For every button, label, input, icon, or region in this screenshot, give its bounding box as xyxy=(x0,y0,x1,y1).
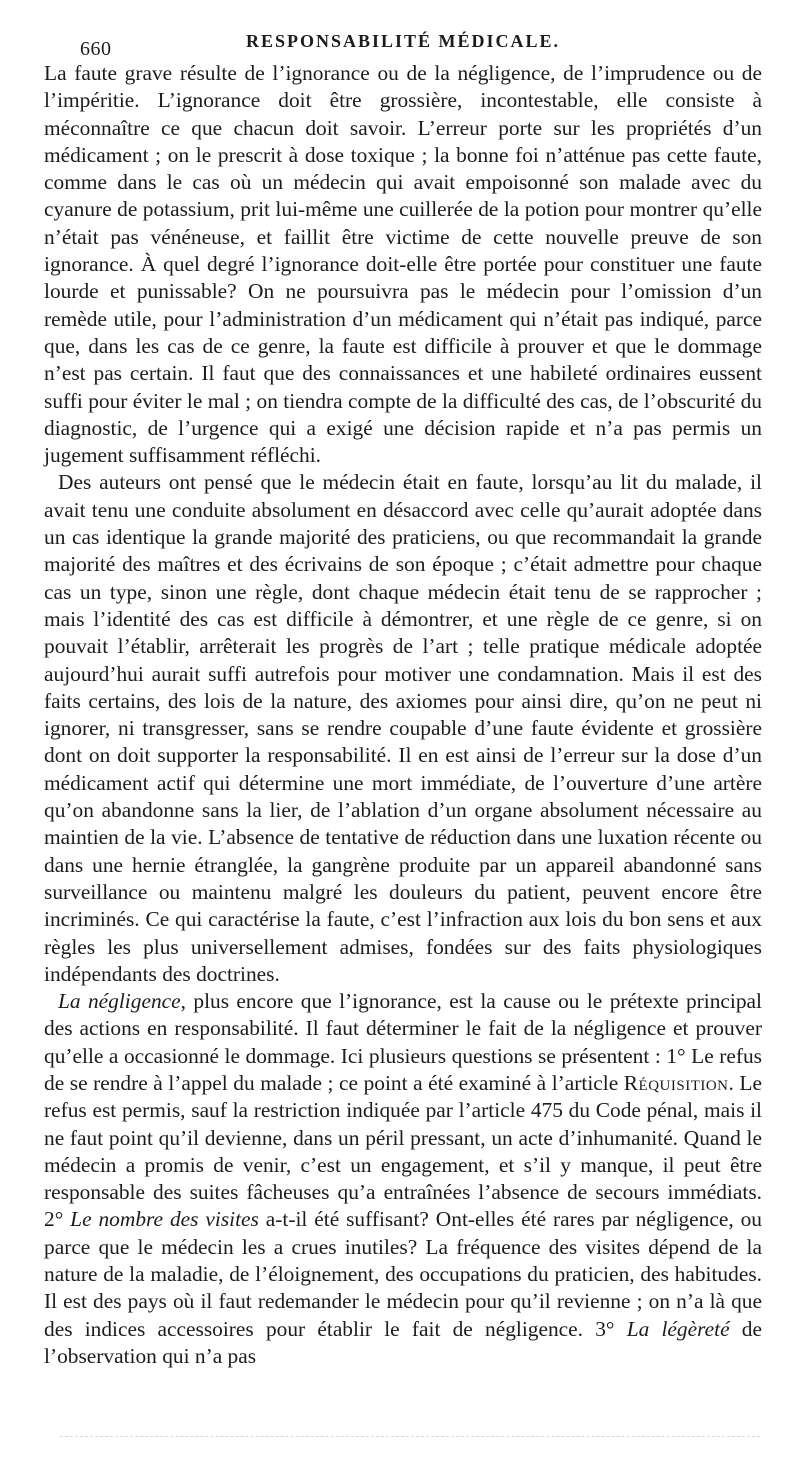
cross-reference: Réquisition xyxy=(623,1070,729,1095)
emphasis-visits: Le nombre des visites xyxy=(70,1207,259,1232)
paragraph-text: . Le refus est permis, sauf la restriction indiquée par l’article 475 du Code pénal, mais il ne faut point qu’il devienne, dans un péril pressant, un acte d’inhumanité. Quand le médecin a promis de venir, c’est un engagement, et s’il y manque, il peut être responsable des suites fâcheuses qu’a entraînées l’absence de secours immédiats. 2° xyxy=(44,1070,762,1232)
bottom-scan-noise xyxy=(60,1436,760,1437)
paragraph-lead-in: La négligence xyxy=(58,989,181,1014)
paragraph-text: de l’observation qui n’a pas xyxy=(44,1316,762,1368)
body-text xyxy=(44,60,762,1370)
paragraph-text: , plus encore que l’ignorance, est la cause ou le prétexte principal des actions en responsabilité. Il faut déterminer le fait de la négligence et prouver qu’elle a occasionné le dommage. Ici plusieurs questions se présentent : 1° Le refus de se rendre à l’appel du malade ; ce point a été examiné à l’article xyxy=(44,989,762,1095)
paragraph-authors: Des auteurs ont pensé que le médecin était en faute, lorsqu’au lit du malade, il avait tenu une conduite absolument en désaccord avec celle qu’aurait adoptée dans un cas identique la grande majorité des praticiens, ou que recommandait la grande majorité des maîtres et des écrivains de son époque ; c’était admettre pour chaque cas un type, sinon une règle, dont chaque médecin était tenu de se rapprocher ; mais l’identité des cas est difficile à démontrer, et une règle de ce genre, si on pouvait l’établir, arrêterait les progrès de l’art ; telle pratique médicale adoptée aujourd’hui aurait suffi autrefois pour motiver une condamnation. Mais il est des faits certains, des lois de la nature, des axiomes pour ainsi dire, qu’on ne peut ni ignorer, ni transgresser, sans se rendre coupable d’une faute évidente et grossière dont on doit supporter la responsabilité. Il en est ainsi de l’erreur sur la dose d’un médicament actif qui détermine une mort immédiate, de l’ouverture d’une artère qu’on abandonne sans la lier, de l’ablation d’un organe absolument nécessaire au maintien de la vie. L’absence de tentative de réduction dans une luxation récente ou dans une hernie étranglée, la gangrène produite par un appareil abandonné sans surveillance ou maintenu malgré les douleurs du patient, peuvent encore être incriminés. Ce qui caractérise la faute, c’est l’infraction aux lois du bon sens et aux règles les plus universellement admises, fondées sur des faits physiologiques indépendants des doctrines. xyxy=(44,470,762,986)
emphasis-legerete: La légèreté xyxy=(626,1316,730,1341)
paragraph-ignorance: La faute grave résulte de l’ignorance ou de la négligence, de l’imprudence ou de l’impéritie. L’ignorance doit être grossière, incontestable, elle consiste à méconnaître ce que chacun doit savoir. L’erreur porte sur les propriétés d’un médicament ; on le prescrit à dose toxique ; la bonne foi n’atténue pas cette faute, comme dans le cas où un médecin qui avait empoisonné son malade avec du cyanure de potassium, prit lui-même une cuillerée de la potion pour montrer qu’elle n’était pas vénéneuse, et faillit être victime de cette nouvelle preuve de son ignorance. À quel degré l’ignorance doit-elle être portée pour constituer une faute lourde et punissable? On ne poursuivra pas le médecin pour l’omission d’un remède utile, pour l’administration d’un médicament qui n’était pas indiqué, parce que, dans les cas de ce genre, la faute est difficile à prouver et que le dommage n’est pas certain. Il faut que des connaissances et une habileté ordinaires eussent suffi pour éviter le mal ; on tiendra compte de la difficulté des cas, de l’obscurité du diagnostic, de l’urgence qui a exigé une décision rapide et n’a pas permis un jugement suffisamment réfléchi. xyxy=(44,61,762,468)
page-header xyxy=(44,0,762,60)
running-title: RESPONSABILITÉ MÉDICALE. xyxy=(245,31,561,51)
paragraph-text: a-t-il été suffisant? Ont-elles été rares par négligence, ou parce que le médecin les a crues inutiles? La fréquence des visites dépend de la nature de la maladie, de l’éloignement, des occupations du praticien, des habitudes. Il est des pays où il faut redemander le médecin pour qu’il revienne ; on n’a là que des indices accessoires pour établir le fait de négligence. 3° xyxy=(44,1207,762,1341)
paragraph-negligence xyxy=(44,988,762,1370)
page-number: 660 xyxy=(80,38,112,60)
